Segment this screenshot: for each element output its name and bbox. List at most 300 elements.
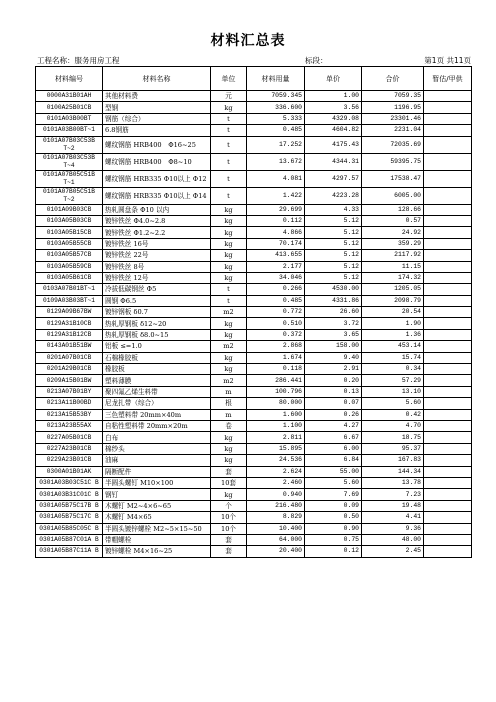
material-name-cell: 圆钢 Φ6.5 xyxy=(103,295,211,306)
table-row xyxy=(36,204,472,215)
total-price-cell: 13.78 xyxy=(362,477,424,488)
unit-cell: m xyxy=(211,386,247,397)
total-price-cell: 72035.69 xyxy=(362,136,424,153)
quantity-cell: 0.485 xyxy=(247,125,305,136)
unit-cell: t xyxy=(211,113,247,124)
unit-price-cell: 5.12 xyxy=(305,215,362,226)
unit-price-cell: 3.72 xyxy=(305,318,362,329)
unit-cell: m xyxy=(211,409,247,420)
material-code-cell: 0301A03B31C01C B xyxy=(36,489,103,500)
material-code-cell: 0227A23B01CB xyxy=(36,443,103,454)
provisional-cell xyxy=(424,204,472,215)
table-row xyxy=(36,466,472,477)
provisional-cell xyxy=(424,295,472,306)
material-code-cell: 0103A07B01BT~1 xyxy=(36,284,103,295)
total-price-cell: 0.34 xyxy=(362,364,424,375)
material-name-cell: 自粘性塑料带 20mm×20m xyxy=(103,420,211,431)
provisional-cell xyxy=(424,455,472,466)
unit-cell: 个 xyxy=(211,500,247,511)
table-row xyxy=(36,512,472,523)
quantity-cell: 0.372 xyxy=(247,329,305,340)
material-code-cell: 0101A07B03C53B T~4 xyxy=(36,153,103,170)
material-name-cell: 镀锌铁丝 Φ1.2~2.2 xyxy=(103,227,211,238)
material-name-cell: 隔断配件 xyxy=(103,466,211,477)
column-header: 材料编号 xyxy=(36,67,103,91)
provisional-cell xyxy=(424,398,472,409)
unit-price-cell: 5.12 xyxy=(305,238,362,249)
quantity-cell: 4.866 xyxy=(247,227,305,238)
provisional-cell xyxy=(424,432,472,443)
material-code-cell: 0213A07B01BY xyxy=(36,386,103,397)
material-name-cell: 塑料薄膜 xyxy=(103,375,211,386)
quantity-cell: 0.772 xyxy=(247,307,305,318)
unit-cell: 套 xyxy=(211,466,247,477)
material-code-cell: 0101A09B03CB xyxy=(36,204,103,215)
quantity-cell: 8.829 xyxy=(247,512,305,523)
material-name-cell: 型钢 xyxy=(103,102,211,113)
quantity-cell: 2.460 xyxy=(247,477,305,488)
provisional-cell xyxy=(424,477,472,488)
provisional-cell xyxy=(424,534,472,545)
table-row xyxy=(36,455,472,466)
provisional-cell xyxy=(424,409,472,420)
section-label: 标段： xyxy=(305,56,328,65)
quantity-cell: 29.699 xyxy=(247,204,305,215)
quantity-cell: 0.940 xyxy=(247,489,305,500)
provisional-cell xyxy=(424,318,472,329)
total-price-cell: 9.36 xyxy=(362,523,424,534)
quantity-cell: 13.672 xyxy=(247,153,305,170)
total-price-cell: 23301.46 xyxy=(362,113,424,124)
table-row xyxy=(36,153,472,170)
provisional-cell xyxy=(424,284,472,295)
provisional-cell xyxy=(424,125,472,136)
unit-price-cell: 3.65 xyxy=(305,329,362,340)
unit-cell: t xyxy=(211,284,247,295)
material-name-cell: 螺纹钢筋 HRB400 Φ16~25 xyxy=(103,136,211,153)
total-price-cell: 6005.00 xyxy=(362,187,424,204)
provisional-cell xyxy=(424,136,472,153)
material-name-cell: 半圆头镀锌螺栓 M2~5×15~50 xyxy=(103,523,211,534)
unit-cell: kg xyxy=(211,250,247,261)
table-row xyxy=(36,398,472,409)
quantity-cell: 20.400 xyxy=(247,546,305,557)
material-code-cell: 0301A05B87C11A B xyxy=(36,546,103,557)
unit-cell: t xyxy=(211,187,247,204)
material-code-cell: 0129A31B10CB xyxy=(36,318,103,329)
provisional-cell xyxy=(424,272,472,283)
total-price-cell: 20.54 xyxy=(362,307,424,318)
material-name-cell: 钢钉 xyxy=(103,489,211,500)
quantity-cell: 336.600 xyxy=(247,102,305,113)
provisional-cell xyxy=(424,546,472,557)
unit-cell: 卷 xyxy=(211,420,247,431)
material-code-cell: 0101A03B00BT xyxy=(36,113,103,124)
material-name-cell: 螺纹钢筋 HRB335 Φ10以上 Φ14 xyxy=(103,187,211,204)
provisional-cell xyxy=(424,375,472,386)
material-name-cell: 石棉橡胶板 xyxy=(103,352,211,363)
total-price-cell: 359.29 xyxy=(362,238,424,249)
material-name-cell: 油麻 xyxy=(103,455,211,466)
total-price-cell: 1196.95 xyxy=(362,102,424,113)
quantity-cell: 10.400 xyxy=(247,523,305,534)
table-row xyxy=(36,215,472,226)
total-price-cell: 2098.79 xyxy=(362,295,424,306)
table-row xyxy=(36,295,472,306)
unit-price-cell: 0.12 xyxy=(305,546,362,557)
quantity-cell: 1.100 xyxy=(247,420,305,431)
material-code-cell: 0000A31B01AH xyxy=(36,91,103,102)
quantity-cell: 0.112 xyxy=(247,215,305,226)
total-price-cell: 1.36 xyxy=(362,329,424,340)
material-code-cell: 0213A23B55AX xyxy=(36,420,103,431)
material-code-cell: 0301A05B75C17C B xyxy=(36,512,103,523)
table-row xyxy=(36,102,472,113)
quantity-cell: 0.118 xyxy=(247,364,305,375)
provisional-cell xyxy=(424,102,472,113)
material-code-cell: 0227A05B01CB xyxy=(36,432,103,443)
unit-cell: m2 xyxy=(211,341,247,352)
provisional-cell xyxy=(424,250,472,261)
material-name-cell: 螺纹钢筋 HRB400 Φ8~10 xyxy=(103,153,211,170)
total-price-cell: 59395.75 xyxy=(362,153,424,170)
table-row xyxy=(36,477,472,488)
material-code-cell: 0209A15B01BW xyxy=(36,375,103,386)
unit-cell: kg xyxy=(211,329,247,340)
provisional-cell xyxy=(424,420,472,431)
material-code-cell: 0301A05B85C05C B xyxy=(36,523,103,534)
unit-cell: t xyxy=(211,136,247,153)
provisional-cell xyxy=(424,512,472,523)
material-name-cell: 白布 xyxy=(103,432,211,443)
table-row xyxy=(36,534,472,545)
material-code-cell: 0101A07B05C51B T~1 xyxy=(36,170,103,187)
quantity-cell: 80.000 xyxy=(247,398,305,409)
total-price-cell: 7.23 xyxy=(362,489,424,500)
unit-cell: 套 xyxy=(211,546,247,557)
material-code-cell: 0143A01B51BW xyxy=(36,341,103,352)
quantity-cell: 4.081 xyxy=(247,170,305,187)
table-row xyxy=(36,375,472,386)
unit-price-cell: 5.60 xyxy=(305,477,362,488)
material-name-cell: 镀锌螺栓 M4×16~25 xyxy=(103,546,211,557)
provisional-cell xyxy=(424,187,472,204)
quantity-cell: 216.480 xyxy=(247,500,305,511)
quantity-cell: 1.600 xyxy=(247,409,305,420)
table-row xyxy=(36,523,472,534)
unit-price-cell: 4.33 xyxy=(305,204,362,215)
quantity-cell: 2.177 xyxy=(247,261,305,272)
material-code-cell: 0103A05B57CB xyxy=(36,250,103,261)
material-code-cell: 0103A05B15CB xyxy=(36,227,103,238)
total-price-cell: 17538.47 xyxy=(362,170,424,187)
table-row xyxy=(36,386,472,397)
unit-price-cell: 0.20 xyxy=(305,375,362,386)
provisional-cell xyxy=(424,307,472,318)
unit-cell: m2 xyxy=(211,307,247,318)
material-name-cell: 镀锌铁丝 8号 xyxy=(103,261,211,272)
quantity-cell: 34.046 xyxy=(247,272,305,283)
unit-cell: 根 xyxy=(211,398,247,409)
unit-price-cell: 4297.57 xyxy=(305,170,362,187)
quantity-cell: 413.655 xyxy=(247,250,305,261)
quantity-cell: 2.624 xyxy=(247,466,305,477)
unit-cell: t xyxy=(211,170,247,187)
table-row xyxy=(36,227,472,238)
unit-price-cell: 4530.00 xyxy=(305,284,362,295)
unit-price-cell: 6.84 xyxy=(305,455,362,466)
column-header: 材料用量 xyxy=(247,67,305,91)
quantity-cell: 2.868 xyxy=(247,341,305,352)
unit-cell: 元 xyxy=(211,91,247,102)
material-name-cell: 钢筋（综合） xyxy=(103,113,211,124)
total-price-cell: 1205.05 xyxy=(362,284,424,295)
material-name-cell: 热轧圆盘条 Φ10 以内 xyxy=(103,204,211,215)
unit-cell: kg xyxy=(211,352,247,363)
material-name-cell: 三色塑料带 20mm×40m xyxy=(103,409,211,420)
quantity-cell: 1.422 xyxy=(247,187,305,204)
unit-price-cell: 4329.08 xyxy=(305,113,362,124)
material-name-cell: 热轧厚钢板 δ12~20 xyxy=(103,318,211,329)
unit-price-cell: 158.00 xyxy=(305,341,362,352)
provisional-cell xyxy=(424,113,472,124)
table-row xyxy=(36,409,472,420)
column-header: 材料名称 xyxy=(103,67,211,91)
quantity-cell: 100.796 xyxy=(247,386,305,397)
unit-price-cell: 0.26 xyxy=(305,409,362,420)
provisional-cell xyxy=(424,386,472,397)
total-price-cell: 15.74 xyxy=(362,352,424,363)
unit-cell: t xyxy=(211,295,247,306)
total-price-cell: 11.15 xyxy=(362,261,424,272)
material-name-cell: 橡胶板 xyxy=(103,364,211,375)
material-code-cell: 0101A07B05C51B T~2 xyxy=(36,187,103,204)
provisional-cell xyxy=(424,153,472,170)
unit-cell: kg xyxy=(211,455,247,466)
material-name-cell: 镀锌铁丝 12号 xyxy=(103,272,211,283)
table-row xyxy=(36,318,472,329)
unit-price-cell: 9.40 xyxy=(305,352,362,363)
unit-cell: 10个 xyxy=(211,512,247,523)
provisional-cell xyxy=(424,215,472,226)
unit-price-cell: 4331.86 xyxy=(305,295,362,306)
unit-price-cell: 0.07 xyxy=(305,398,362,409)
material-name-cell: 冷拔低碳钢丝 Φ5 xyxy=(103,284,211,295)
unit-price-cell: 4604.82 xyxy=(305,125,362,136)
unit-price-cell: 5.12 xyxy=(305,250,362,261)
material-code-cell: 0129A31B12CB xyxy=(36,329,103,340)
material-code-cell: 0103A05B03CB xyxy=(36,215,103,226)
column-header: 单位 xyxy=(211,67,247,91)
unit-price-cell: 7.69 xyxy=(305,489,362,500)
unit-price-cell: 26.60 xyxy=(305,307,362,318)
total-price-cell: 4.70 xyxy=(362,420,424,431)
material-code-cell: 0201A07B01CB xyxy=(36,352,103,363)
unit-cell: 10个 xyxy=(211,523,247,534)
total-price-cell: 167.83 xyxy=(362,455,424,466)
provisional-cell xyxy=(424,227,472,238)
unit-cell: 10套 xyxy=(211,477,247,488)
unit-price-cell: 4344.31 xyxy=(305,153,362,170)
unit-cell: kg xyxy=(211,318,247,329)
column-header: 暂估/甲供 xyxy=(424,67,472,91)
quantity-cell: 2.811 xyxy=(247,432,305,443)
unit-price-cell: 1.00 xyxy=(305,91,362,102)
quantity-cell: 1.674 xyxy=(247,352,305,363)
table-row xyxy=(36,91,472,102)
provisional-cell xyxy=(424,500,472,511)
material-code-cell: 0213A15B53BY xyxy=(36,409,103,420)
material-name-cell: 螺纹钢筋 HRB335 Φ10以上 Φ12 xyxy=(103,170,211,187)
page-number: 第1页 共11页 xyxy=(424,56,471,65)
material-code-cell: 0101A03B00BT~1 xyxy=(36,125,103,136)
total-price-cell: 1.90 xyxy=(362,318,424,329)
quantity-cell: 24.536 xyxy=(247,455,305,466)
table-row xyxy=(36,170,472,187)
unit-price-cell: 2.91 xyxy=(305,364,362,375)
table-row xyxy=(36,238,472,249)
provisional-cell xyxy=(424,352,472,363)
material-name-cell: 镀锌钢板 δ0.7 xyxy=(103,307,211,318)
material-code-cell: 0100A25B01CB xyxy=(36,102,103,113)
unit-cell: kg xyxy=(211,102,247,113)
material-name-cell: 热轧厚钢板 δ8.0~15 xyxy=(103,329,211,340)
material-name-cell: 镀锌铁丝 22号 xyxy=(103,250,211,261)
total-price-cell: 0.42 xyxy=(362,409,424,420)
quantity-cell: 17.252 xyxy=(247,136,305,153)
material-code-cell: 0300A01B01AK xyxy=(36,466,103,477)
unit-cell: 套 xyxy=(211,534,247,545)
total-price-cell: 48.00 xyxy=(362,534,424,545)
total-price-cell: 2117.92 xyxy=(362,250,424,261)
total-price-cell: 2231.04 xyxy=(362,125,424,136)
project-name: 工程名称：服务用房工程 xyxy=(37,56,120,65)
material-code-cell: 0301A05B87C01A B xyxy=(36,534,103,545)
unit-cell: kg xyxy=(211,272,247,283)
total-price-cell: 4.41 xyxy=(362,512,424,523)
total-price-cell: 57.29 xyxy=(362,375,424,386)
unit-price-cell: 4223.28 xyxy=(305,187,362,204)
column-header: 单价 xyxy=(305,67,362,91)
material-name-cell: 木螺钉 M4×65 xyxy=(103,512,211,523)
material-name-cell: 其他材料费 xyxy=(103,91,211,102)
unit-cell: m2 xyxy=(211,375,247,386)
material-code-cell: 0103A05B59CB xyxy=(36,261,103,272)
total-price-cell: 95.37 xyxy=(362,443,424,454)
table-row xyxy=(36,500,472,511)
total-price-cell: 18.75 xyxy=(362,432,424,443)
material-name-cell: 镀锌铁丝 Φ4.0~2.8 xyxy=(103,215,211,226)
table-row xyxy=(36,307,472,318)
unit-price-cell: 5.12 xyxy=(305,272,362,283)
quantity-cell: 0.266 xyxy=(247,284,305,295)
material-name-cell: 棉纱头 xyxy=(103,443,211,454)
table-row xyxy=(36,352,472,363)
quantity-cell: 64.000 xyxy=(247,534,305,545)
material-name-cell: 铝板 ≤=1.0 xyxy=(103,341,211,352)
material-name-cell: 镀锌铁丝 16号 xyxy=(103,238,211,249)
material-code-cell: 0129A09B67BW xyxy=(36,307,103,318)
unit-cell: t xyxy=(211,153,247,170)
table-row xyxy=(36,443,472,454)
unit-cell: kg xyxy=(211,204,247,215)
quantity-cell: 7059.345 xyxy=(247,91,305,102)
quantity-cell: 15.895 xyxy=(247,443,305,454)
material-name-cell: 带帽螺栓 xyxy=(103,534,211,545)
total-price-cell: 5.60 xyxy=(362,398,424,409)
quantity-cell: 286.441 xyxy=(247,375,305,386)
table-row xyxy=(36,546,472,557)
unit-cell: kg xyxy=(211,238,247,249)
unit-price-cell: 5.12 xyxy=(305,227,362,238)
unit-cell: kg xyxy=(211,364,247,375)
table-row xyxy=(36,364,472,375)
unit-cell: kg xyxy=(211,432,247,443)
unit-price-cell: 0.13 xyxy=(305,386,362,397)
table-row xyxy=(36,341,472,352)
unit-price-cell: 4.27 xyxy=(305,420,362,431)
unit-price-cell: 0.90 xyxy=(305,523,362,534)
table-row xyxy=(36,125,472,136)
table-row xyxy=(36,272,472,283)
unit-price-cell: 0.75 xyxy=(305,534,362,545)
quantity-cell: 0.510 xyxy=(247,318,305,329)
material-code-cell: 0101A07B03C53B T~2 xyxy=(36,136,103,153)
material-name-cell: 6.8钢筋 xyxy=(103,125,211,136)
provisional-cell xyxy=(424,489,472,500)
material-code-cell: 0103A05B61CB xyxy=(36,272,103,283)
table-row xyxy=(36,187,472,204)
table-row xyxy=(36,250,472,261)
material-code-cell: 0301A05B75C17B B xyxy=(36,500,103,511)
material-code-cell: 0301A03B03C51C B xyxy=(36,477,103,488)
table-header-row xyxy=(36,67,472,91)
unit-cell: t xyxy=(211,125,247,136)
unit-cell: kg xyxy=(211,261,247,272)
column-header: 合价 xyxy=(362,67,424,91)
total-price-cell: 453.14 xyxy=(362,341,424,352)
material-code-cell: 0213A11B00BD xyxy=(36,398,103,409)
quantity-cell: 5.333 xyxy=(247,113,305,124)
material-name-cell: 尼龙扎带（综合） xyxy=(103,398,211,409)
provisional-cell xyxy=(424,523,472,534)
table-row xyxy=(36,284,472,295)
material-name-cell: 半圆头螺钉 M10×100 xyxy=(103,477,211,488)
total-price-cell: 174.32 xyxy=(362,272,424,283)
unit-price-cell: 6.00 xyxy=(305,443,362,454)
table-row xyxy=(36,261,472,272)
unit-cell: kg xyxy=(211,215,247,226)
unit-price-cell: 4175.43 xyxy=(305,136,362,153)
provisional-cell xyxy=(424,170,472,187)
total-price-cell: 144.34 xyxy=(362,466,424,477)
table-row xyxy=(36,113,472,124)
material-code-cell: 0103A05B55CB xyxy=(36,238,103,249)
provisional-cell xyxy=(424,238,472,249)
unit-price-cell: 3.56 xyxy=(305,102,362,113)
unit-cell: kg xyxy=(211,489,247,500)
table-row xyxy=(36,329,472,340)
table-row xyxy=(36,432,472,443)
total-price-cell: 128.66 xyxy=(362,204,424,215)
provisional-cell xyxy=(424,261,472,272)
total-price-cell: 7059.35 xyxy=(362,91,424,102)
unit-cell: kg xyxy=(211,227,247,238)
unit-price-cell: 0.09 xyxy=(305,500,362,511)
total-price-cell: 2.45 xyxy=(362,546,424,557)
unit-price-cell: 0.50 xyxy=(305,512,362,523)
unit-cell: kg xyxy=(211,443,247,454)
